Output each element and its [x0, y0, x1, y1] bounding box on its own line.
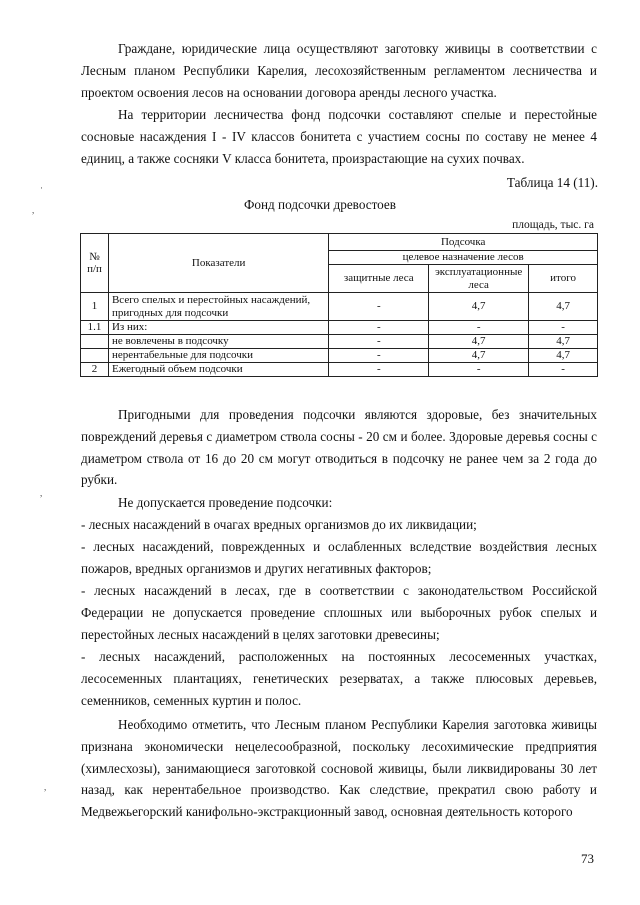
row-num: 2	[81, 363, 109, 377]
prohibition-item: - лесных насаждений, расположенных на постоянных лесосеменных участках, лесосеменных плантациях, генетических резерватах, а также плюсовых деревьев, семенников, семенных куртин и полос.	[81, 649, 597, 708]
table-number-label: Таблица 14 (11).	[506, 175, 598, 190]
row-total: 4,7	[529, 335, 598, 349]
row-name: не вовлечены в подсочку	[108, 335, 328, 349]
row-total: -	[529, 321, 598, 335]
table-title: Фонд подсочки древостоев	[243, 197, 397, 212]
table-row	[81, 293, 598, 321]
row-exploitation: -	[429, 363, 529, 377]
table-row	[81, 349, 598, 363]
fund-table	[80, 233, 598, 377]
paragraph-suitability: Пригодными для проведения подсочки являются здоровые, без значительных повреждений деревья с диаметром ствола сосны - 20 см и более. Здоровые деревья сосны с диаметром ствола от 16 до 20 см могут отводиться в подсочку не ранее чем за 2 года до рубки.	[81, 407, 597, 488]
prohibition-item: - лесных насаждений, поврежденных и ослабленных вследствие воздействия лесных пожаров, вредных организмов и других негативных факторов;	[81, 539, 597, 576]
scan-mark: ,	[32, 205, 35, 215]
paragraph-conclusion: Необходимо отметить, что Лесным планом Республики Карелия заготовка живицы признана экономически нецелесообразной, поскольку лесохимические предприятия (химлесхозы), занимающиеся заготовкой сосновой живицы, были ликвидированы 30 лет назад, как нерентабельное производство. Как следствие, прекратил свою работу и Медвежьегорский канифольно-экстракционный завод, основная деятельность которого	[81, 717, 597, 820]
table-row	[81, 321, 598, 335]
table-row	[81, 363, 598, 377]
scan-mark: ,	[44, 782, 47, 792]
prohibition-item: - лесных насаждений в лесах, где в соответствии с законодательством Российской Федерации не допускается проведение сплошных или выборочных рубок спелых и перестойных лесных насаждений в целях заготовки древесины;	[81, 583, 597, 642]
row-name: Из них:	[108, 321, 328, 335]
scan-mark: ,	[40, 488, 43, 498]
header-exploitation: эксплуатационные леса	[429, 265, 529, 293]
row-num: 1.1	[81, 321, 109, 335]
scan-mark: ·	[40, 183, 43, 193]
header-num: № п/п	[81, 234, 109, 293]
row-name: Всего спелых и перестойных насаждений, пригодных для подсочки	[108, 293, 328, 321]
row-protective: -	[329, 363, 429, 377]
header-group: Подсочка	[329, 234, 598, 251]
header-subgroup: целевое назначение лесов	[329, 251, 598, 265]
header-total: итого	[529, 265, 598, 293]
row-name: нерентабельные для подсочки	[108, 349, 328, 363]
row-protective: -	[329, 321, 429, 335]
row-protective: -	[329, 335, 429, 349]
table-row	[81, 335, 598, 349]
table-units: площадь, тыс. га	[512, 219, 594, 231]
paragraph-intro: Граждане, юридические лица осуществляют заготовку живицы в соответствии с Лесным планом Республики Карелия, лесохозяйственным регламентом лесничества и проектом освоения лесов на основании договора аренды лесного участка.	[81, 41, 597, 100]
row-total: 4,7	[529, 349, 598, 363]
row-protective: -	[329, 293, 429, 321]
row-total: 4,7	[529, 293, 598, 321]
header-protective: защитные леса	[329, 265, 429, 293]
row-exploitation: 4,7	[429, 335, 529, 349]
paragraph-prohibitions-heading: Не допускается проведение подсочки:	[118, 495, 333, 510]
row-total: -	[529, 363, 598, 377]
row-num	[81, 335, 109, 349]
row-protective: -	[329, 349, 429, 363]
row-exploitation: 4,7	[429, 349, 529, 363]
row-name: Ежегодный объем подсочки	[108, 363, 328, 377]
page-number: 73	[581, 851, 594, 866]
row-num	[81, 349, 109, 363]
row-exploitation: 4,7	[429, 293, 529, 321]
row-exploitation: -	[429, 321, 529, 335]
prohibition-item: - лесных насаждений в очагах вредных организмов до их ликвидации;	[81, 517, 477, 532]
paragraph-fund-composition: На территории лесничества фонд подсочки составляют спелые и перестойные сосновые насаждения I - IV классов бонитета с участием сосны по составу не менее 4 единиц, а также сосняки V класса бонитета, произрастающие на сухих почвах.	[81, 107, 597, 166]
header-indicators: Показатели	[108, 234, 328, 293]
row-num: 1	[81, 293, 109, 321]
